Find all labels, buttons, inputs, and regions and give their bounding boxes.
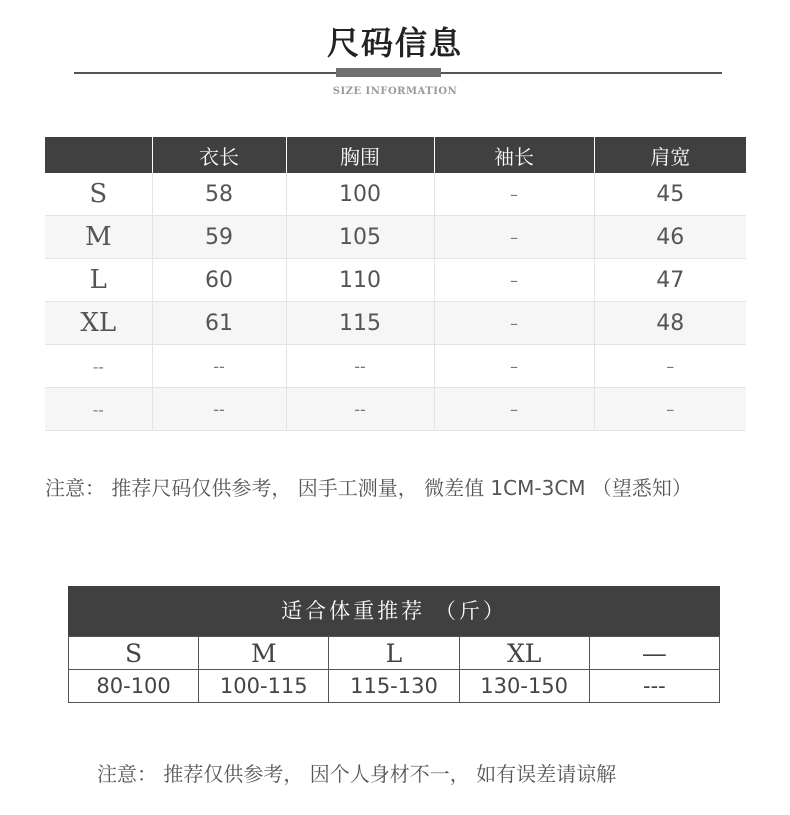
size-label: XL (45, 302, 152, 345)
header-cell-sleeve: 袖长 (434, 137, 594, 173)
table-cell: 46 (594, 216, 746, 259)
table-cell: – (434, 388, 594, 431)
size-table-header (45, 137, 746, 173)
weight-range-cell: 100-115 (199, 670, 329, 703)
weight-size-cell: — (589, 637, 719, 670)
weight-size-row (69, 637, 720, 670)
weight-table (68, 636, 720, 703)
table-cell: – (434, 302, 594, 345)
table-cell: 59 (152, 216, 286, 259)
table-cell: – (434, 173, 594, 216)
weight-range-row (69, 670, 720, 703)
size-table (45, 137, 746, 431)
table-cell: – (434, 259, 594, 302)
table-row (45, 388, 746, 431)
size-label: L (45, 259, 152, 302)
table-cell: – (594, 388, 746, 431)
table-cell: – (434, 345, 594, 388)
header-cell-length: 衣长 (152, 137, 286, 173)
table-cell: -- (286, 388, 434, 431)
measurement-note: 注意： 推荐尺码仅供参考， 因手工测量， 微差值 1CM-3CM （望悉知） (45, 476, 692, 500)
size-label: M (45, 216, 152, 259)
table-cell: 48 (594, 302, 746, 345)
weight-size-cell: L (329, 637, 459, 670)
weight-table-title: 适合体重推荐 （斤） (68, 586, 720, 636)
size-label: -- (45, 388, 152, 431)
size-label: -- (45, 345, 152, 388)
table-cell: 47 (594, 259, 746, 302)
table-cell: 45 (594, 173, 746, 216)
weight-size-cell: XL (459, 637, 589, 670)
table-cell: 58 (152, 173, 286, 216)
header-cell (45, 137, 152, 173)
weight-size-cell: S (69, 637, 199, 670)
table-cell: -- (152, 345, 286, 388)
weight-range-cell: 130-150 (459, 670, 589, 703)
table-cell: 115 (286, 302, 434, 345)
table-cell: 100 (286, 173, 434, 216)
table-row (45, 216, 746, 259)
page-subtitle: SIZE INFORMATION (332, 86, 458, 97)
weight-range-cell: 80-100 (69, 670, 199, 703)
header-cell-chest: 胸围 (286, 137, 434, 173)
weight-range-cell: 115-130 (329, 670, 459, 703)
table-row (45, 345, 746, 388)
table-cell: 105 (286, 216, 434, 259)
page-title: 尺码信息 (326, 24, 463, 62)
weight-size-cell: M (199, 637, 329, 670)
table-cell: -- (152, 388, 286, 431)
header-cell-shoulder: 肩宽 (594, 137, 746, 173)
title-divider-accent (336, 68, 441, 77)
table-row (45, 173, 746, 216)
table-row (45, 302, 746, 345)
table-cell: -- (286, 345, 434, 388)
weight-range-cell: --- (589, 670, 719, 703)
weight-note: 注意： 推荐仅供参考， 因个人身材不一， 如有误差请谅解 (97, 762, 617, 786)
size-label: S (45, 173, 152, 216)
table-cell: – (594, 345, 746, 388)
table-cell: – (434, 216, 594, 259)
table-cell: 61 (152, 302, 286, 345)
table-cell: 60 (152, 259, 286, 302)
table-cell: 110 (286, 259, 434, 302)
table-row (45, 259, 746, 302)
